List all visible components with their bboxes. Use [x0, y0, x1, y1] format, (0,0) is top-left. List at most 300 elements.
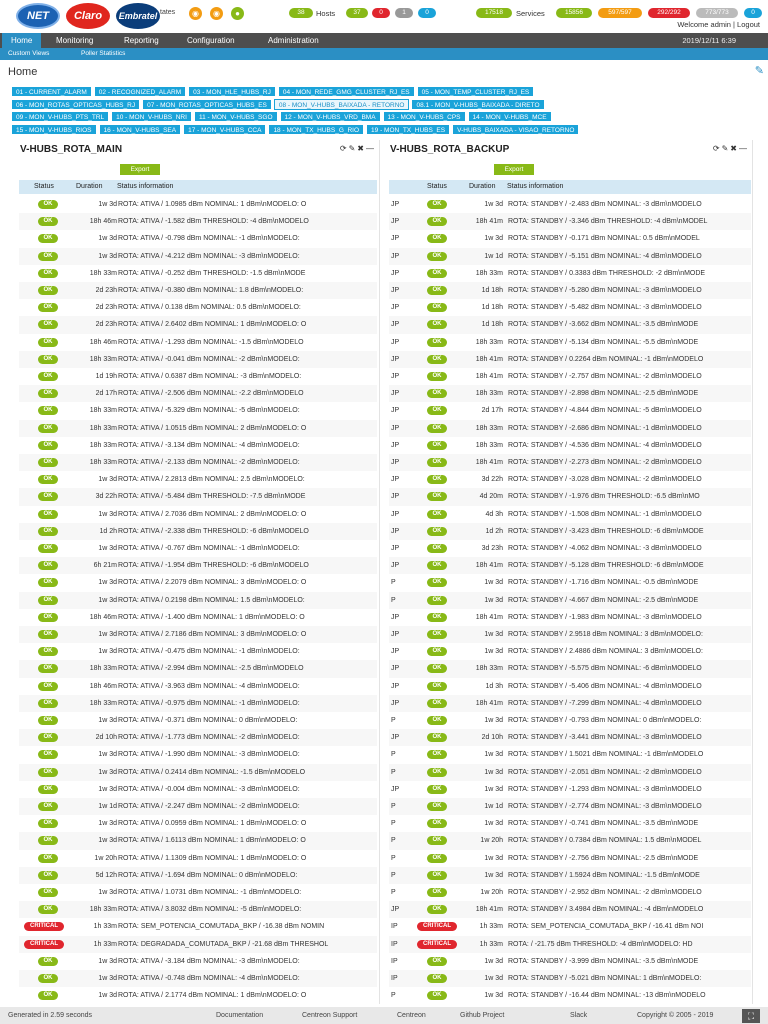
- status-information: ROTA: STANDBY / 2.9518 dBm NOMINAL: 3 dBm\nMODELO:: [508, 631, 703, 638]
- status-information: ROTA: STANDBY / -2.757 dBm NOMINAL: -2 dBm\nMODELO: [508, 373, 702, 380]
- table-row[interactable]: [389, 643, 751, 660]
- status-information: ROTA: ATIVA / -0.380 dBm NOMINAL: 1.8 dBm\nMODELO:: [118, 287, 304, 294]
- table-row[interactable]: [19, 781, 377, 798]
- status-information: ROTA: STANDBY / -2.051 dBm NOMINAL: -2 dBm\nMODELO: [508, 768, 702, 776]
- widget-rota-main: [15, 140, 380, 1004]
- status-badge: OK: [427, 785, 447, 794]
- duration: 3d 22h: [95, 493, 117, 501]
- table-row[interactable]: [19, 230, 377, 247]
- status-information: ROTA: ATIVA / -1.582 dBm THRESHOLD: -4 dBm\nMODELO: [118, 218, 309, 226]
- col-duration[interactable]: Duration: [76, 183, 103, 190]
- table-row[interactable]: [389, 678, 751, 695]
- table-row[interactable]: [389, 574, 751, 591]
- table-row[interactable]: [19, 213, 377, 230]
- duration: 18h 41m: [475, 373, 503, 380]
- table-row[interactable]: [389, 798, 751, 815]
- status-information: ROTA: STANDBY / 3.4984 dBm NOMINAL: -4 dBm\nMODELO: [508, 906, 704, 914]
- table-row[interactable]: [19, 918, 377, 935]
- table-row[interactable]: [19, 592, 377, 609]
- table-row[interactable]: [19, 316, 377, 333]
- status-badge: OK: [38, 957, 58, 966]
- col-status-information[interactable]: Status information: [507, 183, 564, 190]
- duration: 18h 41m: [475, 459, 503, 466]
- status-badge: OK: [427, 544, 447, 553]
- table-row[interactable]: [389, 334, 751, 351]
- status-badge: OK: [427, 424, 447, 433]
- hosts-total-badge[interactable]: 38: [289, 8, 313, 18]
- poller-status-icon[interactable]: ◉: [189, 7, 202, 20]
- host-suffix: IP: [391, 957, 398, 965]
- duration: 1w 3d: [98, 837, 117, 845]
- status-information: ROTA: STANDBY / -5.482 dBm NOMINAL: -3 dBm\nMODELO: [508, 304, 702, 312]
- view-tab[interactable]: 04 - MON_REDE_GMG_CLUSTER_RJ_ES: [278, 86, 415, 97]
- view-tab[interactable]: 17 - MON_V-HUBS_CCA: [183, 124, 266, 135]
- duration: 18h 41m: [475, 355, 503, 363]
- table-row[interactable]: [19, 901, 377, 918]
- table-row[interactable]: [389, 918, 751, 935]
- duration: 1w 3d: [98, 889, 117, 896]
- duration: 1w 3d: [484, 717, 503, 724]
- host-suffix: JP: [391, 906, 400, 914]
- table-row[interactable]: [389, 523, 751, 540]
- status-information: ROTA: ATIVA / -1.293 dBm NOMINAL: -1.5 dBm\nMODELO: [118, 338, 304, 346]
- claro-logo: Claro: [66, 3, 110, 29]
- services-warning-badge[interactable]: 597/597: [598, 8, 642, 18]
- widget-controls[interactable]: ⟳✎✖—: [712, 144, 749, 153]
- table-row[interactable]: [389, 850, 751, 867]
- status-badge: OK: [427, 578, 447, 587]
- export-button[interactable]: Export: [120, 164, 160, 175]
- table-row[interactable]: [19, 523, 377, 540]
- duration: 18h 33m: [89, 424, 117, 432]
- status-badge: OK: [427, 768, 447, 777]
- status-badge: OK: [427, 991, 447, 1000]
- table-row[interactable]: [389, 506, 751, 523]
- table-row[interactable]: [389, 832, 751, 849]
- status-badge: OK: [38, 389, 58, 398]
- table-row[interactable]: [19, 282, 377, 299]
- nav-administration[interactable]: Administration: [268, 36, 319, 45]
- hosts-unreachable-badge[interactable]: 1: [395, 8, 413, 18]
- hosts-down-badge[interactable]: 0: [372, 8, 390, 18]
- table-row[interactable]: [389, 248, 751, 265]
- duration: 18h 46m: [89, 682, 117, 690]
- hosts-up-badge[interactable]: 37: [346, 8, 368, 18]
- status-information: ROTA: STANDBY / -3.999 dBm NOMINAL: -3.5 dBm\nMODE: [508, 957, 699, 965]
- table-row[interactable]: [389, 695, 751, 712]
- table-row[interactable]: [389, 420, 751, 437]
- view-tab[interactable]: 18 - MON_TX_HUBS_G_RIO: [268, 124, 364, 135]
- status-badge: OK: [427, 338, 447, 347]
- table-row[interactable]: [19, 248, 377, 265]
- services-pending-badge[interactable]: 0: [744, 8, 762, 18]
- status-information: ROTA: STANDBY / -2.774 dBm NOMINAL: -3 dBm\nMODELO: [508, 803, 702, 810]
- view-tab[interactable]: 01 - CURRENT_ALARM: [11, 86, 92, 97]
- view-tab[interactable]: 16 - MON_V-HUBS_SEA: [99, 124, 182, 135]
- status-information: ROTA: ATIVA / 2.7036 dBm NOMINAL: 2 dBm\nMODELO: O: [118, 510, 307, 518]
- footer-link-github[interactable]: Github Project: [460, 1012, 505, 1019]
- table-row[interactable]: [19, 798, 377, 815]
- hosts-pending-badge[interactable]: 0: [418, 8, 436, 18]
- welcome-logout[interactable]: Welcome admin | Logout: [677, 20, 760, 29]
- main-nav: [0, 33, 768, 48]
- view-tab[interactable]: 07 - MON_ROTAS_OPTICAS_HUBS_ES: [142, 99, 272, 110]
- duration: 1w 3d: [98, 820, 117, 828]
- duration: 1w 1d: [484, 252, 503, 260]
- status-information: ROTA: ATIVA / -3.134 dBm NOMINAL: -4 dBm\nMODELO:: [118, 441, 300, 449]
- status-information: ROTA: STANDBY / -2.686 dBm NOMINAL: -1 dBm\nMODELO: [508, 424, 702, 432]
- table-row[interactable]: [389, 660, 751, 677]
- col-duration[interactable]: Duration: [469, 183, 496, 190]
- duration: 1d 3h: [485, 682, 503, 690]
- duration: 18h 33m: [475, 269, 503, 277]
- status-information: ROTA: ATIVA / 1.0515 dBm NOMINAL: 2 dBm\nMODELO: O: [118, 424, 307, 432]
- table-row[interactable]: [389, 299, 751, 316]
- host-suffix: JP: [391, 373, 400, 380]
- tab-row: [11, 124, 757, 137]
- table-row[interactable]: [389, 265, 751, 282]
- duration: 1w 3d: [484, 975, 503, 982]
- table-row[interactable]: [19, 488, 377, 505]
- table-row[interactable]: [389, 712, 751, 729]
- status-information: ROTA: STANDBY / -2.273 dBm NOMINAL: -2 dBm\nMODELO: [508, 459, 702, 466]
- table-row[interactable]: [389, 368, 751, 385]
- table-row[interactable]: [19, 867, 377, 884]
- states-label: tates: [160, 9, 176, 16]
- table-row[interactable]: [19, 815, 377, 832]
- table-row[interactable]: [19, 678, 377, 695]
- status-badge: OK: [38, 991, 58, 1000]
- status-information: ROTA: ATIVA / -2.506 dBm NOMINAL: -2.2 dBm\nMODELO: [118, 390, 304, 398]
- subnav-custom-views[interactable]: Custom Views: [8, 50, 50, 57]
- table-row[interactable]: [19, 506, 377, 523]
- duration: 18h 33m: [475, 424, 503, 432]
- table-row[interactable]: [389, 592, 751, 609]
- table-row[interactable]: [389, 385, 751, 402]
- status-badge: OK: [38, 510, 58, 519]
- status-badge: CRITICAL: [417, 940, 457, 949]
- table-row[interactable]: [19, 746, 377, 763]
- status-badge: OK: [38, 527, 58, 536]
- duration: 1w 3d: [98, 235, 117, 243]
- table-row[interactable]: [389, 316, 751, 333]
- status-information: ROTA: ATIVA / 0.2414 dBm NOMINAL: -1.5 dBm\nMODELO: [118, 768, 306, 776]
- table-row[interactable]: [389, 936, 751, 953]
- table-row[interactable]: [19, 884, 377, 901]
- duration: 18h 33m: [475, 390, 503, 398]
- host-suffix: JP: [391, 287, 400, 294]
- status-badge: OK: [427, 510, 447, 519]
- duration: 18h 41m: [475, 218, 503, 226]
- table-row[interactable]: [389, 196, 751, 213]
- status-badge: CRITICAL: [24, 940, 64, 949]
- view-tab[interactable]: 08.1 - MON_V-HUBS_BAIXADA - DIRETO: [411, 99, 544, 110]
- status-badge: OK: [38, 544, 58, 553]
- table-row[interactable]: [389, 454, 751, 471]
- view-tab[interactable]: 06 - MON_ROTAS_OPTICAS_HUBS_RJ: [11, 99, 140, 110]
- edit-pencil-icon[interactable]: ✎: [754, 65, 764, 77]
- host-suffix: P: [391, 854, 396, 862]
- footer-link-documentation[interactable]: Documentation: [216, 1012, 264, 1019]
- duration: 18h 33m: [475, 441, 503, 449]
- table-row[interactable]: [389, 213, 751, 230]
- status-information: ROTA: STANDBY / -1.508 dBm NOMINAL: -1 dBm\nMODELO: [508, 510, 702, 518]
- table-row[interactable]: [389, 970, 751, 987]
- table-row[interactable]: [19, 764, 377, 781]
- status-information: ROTA: ATIVA / -2.338 dBm THRESHOLD: -6 dBm\nMODELO: [118, 527, 309, 535]
- services-ok-badge[interactable]: 15856: [556, 8, 592, 18]
- nav-reporting[interactable]: Reporting: [124, 36, 159, 45]
- table-row[interactable]: [389, 815, 751, 832]
- table-row[interactable]: [19, 609, 377, 626]
- table-row[interactable]: [19, 970, 377, 987]
- widget-rota-backup: [385, 140, 753, 1004]
- status-information: ROTA: ATIVA / 2.2079 dBm NOMINAL: 3 dBm\nMODELO: O: [118, 579, 307, 587]
- duration: 1w 3d: [98, 579, 117, 587]
- net-logo: NET: [16, 3, 60, 29]
- widget-title: V-HUBS_ROTA_MAIN: [20, 144, 123, 155]
- duration: 1w 3d: [484, 957, 503, 965]
- table-row[interactable]: [389, 282, 751, 299]
- table-row[interactable]: [19, 299, 377, 316]
- view-tab[interactable]: 12 - MON_V-HUBS_VRD_BMA: [280, 111, 381, 122]
- fullscreen-icon[interactable]: ⛶: [742, 1009, 760, 1023]
- duration: 1w 3d: [484, 854, 503, 862]
- view-tab[interactable]: 15 - MON_V-HUBS_RIOS: [11, 124, 97, 135]
- table-row[interactable]: [389, 402, 751, 419]
- table-row[interactable]: [389, 609, 751, 626]
- status-badge: OK: [38, 441, 58, 450]
- duration: 1w 3d: [484, 768, 503, 776]
- table-row[interactable]: [389, 488, 751, 505]
- duration: 4d 20m: [479, 493, 503, 501]
- table-row[interactable]: [19, 385, 377, 402]
- duration: 18h 41m: [475, 562, 503, 570]
- status-information: ROTA: ATIVA / -0.767 dBm NOMINAL: -1 dBm\nMODELO:: [118, 545, 300, 552]
- status-information: ROTA: STANDBY / -3.346 dBm THRESHOLD: -4 dBm\nMODEL: [508, 218, 708, 226]
- table-row[interactable]: [19, 334, 377, 351]
- table-row[interactable]: [19, 712, 377, 729]
- table-row[interactable]: [389, 867, 751, 884]
- status-badge: OK: [38, 303, 58, 312]
- duration: 1h 33m: [93, 923, 117, 931]
- status-badge: OK: [427, 750, 447, 759]
- table-row[interactable]: [19, 196, 377, 213]
- duration: 18h 41m: [475, 699, 503, 707]
- services-total-badge[interactable]: 17518: [476, 8, 512, 18]
- table-row[interactable]: [19, 574, 377, 591]
- table-row[interactable]: [19, 402, 377, 419]
- view-tab[interactable]: 03 - MON_HLE_HUBS_RJ: [188, 86, 276, 97]
- view-tab[interactable]: 05 - MON_TEMP_CLUSTER_RJ_ES: [417, 86, 535, 97]
- database-status-icon[interactable]: ◉: [210, 7, 223, 20]
- status-information: ROTA: ATIVA / -1.400 dBm NOMINAL: 1 dBm\nMODELO: O: [118, 613, 305, 621]
- duration: 2d 23h: [95, 321, 117, 329]
- duration: 1w 20h: [94, 854, 117, 862]
- status-information: ROTA: STANDBY / -4.536 dBm NOMINAL: -4 dBm\nMODELO: [508, 441, 702, 449]
- embratel-logo: Embratel: [116, 3, 160, 29]
- table-row[interactable]: [19, 437, 377, 454]
- table-row[interactable]: [389, 471, 751, 488]
- duration: 18h 33m: [89, 355, 117, 363]
- duration: 18h 41m: [475, 613, 503, 621]
- table-row[interactable]: [19, 936, 377, 953]
- table-row[interactable]: [389, 557, 751, 574]
- view-tab[interactable]: 11 - MON_V-HUBS_SGO: [194, 111, 278, 122]
- table-row[interactable]: [19, 729, 377, 746]
- col-status[interactable]: Status: [427, 183, 447, 190]
- table-row[interactable]: [19, 626, 377, 643]
- status-information: ROTA: STANDBY / -3.662 dBm NOMINAL: -3.5 dBm\nMODE: [508, 321, 699, 329]
- tab-row: [11, 86, 757, 99]
- table-row[interactable]: [19, 540, 377, 557]
- status-badge: OK: [427, 286, 447, 295]
- col-status-information[interactable]: Status information: [117, 183, 174, 190]
- status-badge: OK: [427, 699, 447, 708]
- table-row[interactable]: [19, 351, 377, 368]
- host-suffix: P: [391, 992, 396, 1000]
- table-row[interactable]: [389, 729, 751, 746]
- status-badge: OK: [427, 441, 447, 450]
- status-information: ROTA: STANDBY / -4.667 dBm NOMINAL: -2.5 dBm\nMODE: [508, 596, 699, 604]
- status-badge: OK: [427, 475, 447, 484]
- duration: 18h 41m: [475, 906, 503, 914]
- table-row[interactable]: [19, 832, 377, 849]
- view-tab[interactable]: 10 - MON_V-HUBS_NRI: [111, 111, 192, 122]
- status-information: ROTA: ATIVA / 2.7186 dBm NOMINAL: 3 dBm\nMODELO: O: [118, 631, 307, 638]
- table-row[interactable]: [19, 643, 377, 660]
- table-row[interactable]: [389, 884, 751, 901]
- table-row[interactable]: [19, 850, 377, 867]
- status-information: ROTA: STANDBY / -5.406 dBm NOMINAL: -4 dBm\nMODELO: [508, 682, 702, 690]
- status-information: ROTA: ATIVA / -0.041 dBm NOMINAL: -2 dBm\nMODELO:: [118, 355, 300, 363]
- export-button[interactable]: Export: [494, 164, 534, 175]
- host-suffix: P: [391, 579, 396, 587]
- table-row[interactable]: [389, 746, 751, 763]
- view-tab[interactable]: V-HUBS_BAIXADA - VISAO_RETORNO: [452, 124, 579, 135]
- table-row[interactable]: [19, 420, 377, 437]
- host-suffix: JP: [391, 424, 400, 432]
- table-row[interactable]: [19, 471, 377, 488]
- duration: 1h 33m: [479, 923, 503, 931]
- host-suffix: JP: [391, 665, 400, 673]
- status-badge: CRITICAL: [24, 922, 64, 931]
- status-information: ROTA: STANDBY / 0.7384 dBm NOMINAL: 1.5 dBm\nMODEL: [508, 837, 702, 845]
- tab-row: [11, 99, 757, 112]
- table-row[interactable]: [389, 953, 751, 970]
- status-badge: OK: [38, 578, 58, 587]
- footer-link-support[interactable]: Centreon Support: [302, 1012, 358, 1019]
- table-header: [19, 180, 377, 194]
- duration: 18h 33m: [89, 441, 117, 449]
- table-row[interactable]: [389, 351, 751, 368]
- status-badge: CRITICAL: [417, 922, 457, 931]
- table-row[interactable]: [389, 626, 751, 643]
- latency-status-icon[interactable]: ●: [231, 7, 244, 20]
- status-information: ROTA: ATIVA / -1.694 dBm NOMINAL: 0 dBm\nMODELO:: [118, 871, 298, 879]
- duration: 1d 2h: [99, 527, 117, 535]
- duration: 1w 3d: [484, 631, 503, 638]
- services-unknown-badge[interactable]: 773/773: [696, 8, 738, 18]
- col-status[interactable]: Status: [34, 183, 54, 190]
- table-row[interactable]: [389, 764, 751, 781]
- table-row[interactable]: [19, 660, 377, 677]
- table-row[interactable]: [19, 953, 377, 970]
- view-tab[interactable]: 13 - MON_V-HUBS_CPS: [383, 111, 466, 122]
- widget-controls[interactable]: ⟳✎✖—: [339, 144, 376, 153]
- status-information: ROTA: ATIVA / -1.773 dBm NOMINAL: -2 dBm\nMODELO:: [118, 734, 300, 742]
- nav-monitoring[interactable]: Monitoring: [56, 36, 94, 45]
- table-row[interactable]: [389, 781, 751, 798]
- table-row[interactable]: [389, 901, 751, 918]
- view-tab[interactable]: 02 - RECOGNIZED_ALARM: [94, 86, 186, 97]
- view-tab[interactable]: 19 - MON_TX_HUBS_ES: [366, 124, 450, 135]
- status-information: ROTA: STANDBY / -2.756 dBm NOMINAL: -2.5 dBm\nMODE: [508, 854, 699, 862]
- status-information: ROTA: STANDBY / 1.5924 dBm NOMINAL: -1.5 dBm\nMODE: [508, 871, 700, 879]
- status-information: ROTA: STANDBY / -1.716 dBm NOMINAL: -0.5 dBm\nMODE: [508, 579, 699, 587]
- table-row[interactable]: [19, 265, 377, 282]
- host-suffix: JP: [391, 355, 400, 363]
- sub-nav: [0, 48, 768, 60]
- table-row[interactable]: [19, 695, 377, 712]
- status-information: ROTA: STANDBY / 0.2264 dBm NOMINAL: -1 dBm\nMODELO: [508, 355, 704, 363]
- table-row[interactable]: [389, 540, 751, 557]
- status-information: ROTA: ATIVA / -1.954 dBm THRESHOLD: -6 dBm\nMODELO: [118, 562, 309, 570]
- host-suffix: JP: [391, 648, 400, 656]
- subnav-poller-statistics[interactable]: Poller Statistics: [81, 50, 126, 57]
- status-badge: OK: [38, 269, 58, 278]
- nav-home[interactable]: Home: [2, 33, 41, 48]
- footer-link-slack[interactable]: Slack: [570, 1012, 588, 1019]
- page-title: Home: [8, 66, 38, 78]
- status-information: ROTA: STANDBY / -2.483 dBm NOMINAL: -3 dBm\nMODELO: [508, 201, 702, 208]
- host-suffix: P: [391, 751, 396, 759]
- table-row[interactable]: [19, 557, 377, 574]
- table-row[interactable]: [389, 987, 751, 1004]
- host-suffix: JP: [391, 699, 400, 707]
- status-badge: OK: [38, 234, 58, 243]
- status-badge: OK: [38, 355, 58, 364]
- table-row[interactable]: [389, 437, 751, 454]
- services-critical-badge[interactable]: 292/292: [648, 8, 690, 18]
- duration: 1w 1d: [484, 803, 503, 810]
- status-badge: OK: [38, 768, 58, 777]
- footer-link-centreon[interactable]: Centreon: [397, 1012, 426, 1019]
- table-row[interactable]: [389, 230, 751, 247]
- view-tab[interactable]: 14 - MON_V-HUBS_MCE: [468, 111, 552, 122]
- status-information: ROTA: ATIVA / 2.1774 dBm NOMINAL: 1 dBm\nMODELO: O: [118, 992, 307, 1000]
- status-information: ROTA: ATIVA / 0.0959 dBm NOMINAL: 1 dBm\nMODELO: O: [118, 820, 307, 828]
- status-information: ROTA: STANDBY / -5.021 dBm NOMINAL: 1 dBm\nMODELO:: [508, 975, 702, 982]
- duration: 2d 23h: [95, 304, 117, 312]
- status-information: ROTA: STANDBY / -2.952 dBm NOMINAL: -2 dBm\nMODELO: [508, 889, 702, 896]
- copyright: Copyright © 2005 - 2019: [637, 1012, 714, 1019]
- status-badge: OK: [38, 905, 58, 914]
- status-information: ROTA: STANDBY / 0.3383 dBm THRESHOLD: -2 dBm\nMODE: [508, 269, 706, 277]
- status-information: ROTA: STANDBY / -1.976 dBm THRESHOLD: -6.5 dBm\nMO: [508, 493, 700, 501]
- status-badge: OK: [38, 871, 58, 880]
- duration: 1w 3d: [98, 768, 117, 776]
- nav-configuration[interactable]: Configuration: [187, 36, 235, 45]
- view-tab[interactable]: 08 - MON_V-HUBS_BAIXADA - RETORNO: [274, 99, 410, 110]
- duration: 1w 3d: [98, 596, 117, 604]
- status-information: ROTA: ATIVA / -0.004 dBm NOMINAL: -3 dBm\nMODELO:: [118, 785, 300, 793]
- table-row[interactable]: [19, 987, 377, 1004]
- view-tab[interactable]: 09 - MON_V-HUBS_PTS_TRL: [11, 111, 109, 122]
- table-row[interactable]: [19, 454, 377, 471]
- status-information: ROTA: / -21.75 dBm THRESHOLD: -4 dBm\nMODELO: HD: [508, 940, 693, 948]
- table-row[interactable]: [19, 368, 377, 385]
